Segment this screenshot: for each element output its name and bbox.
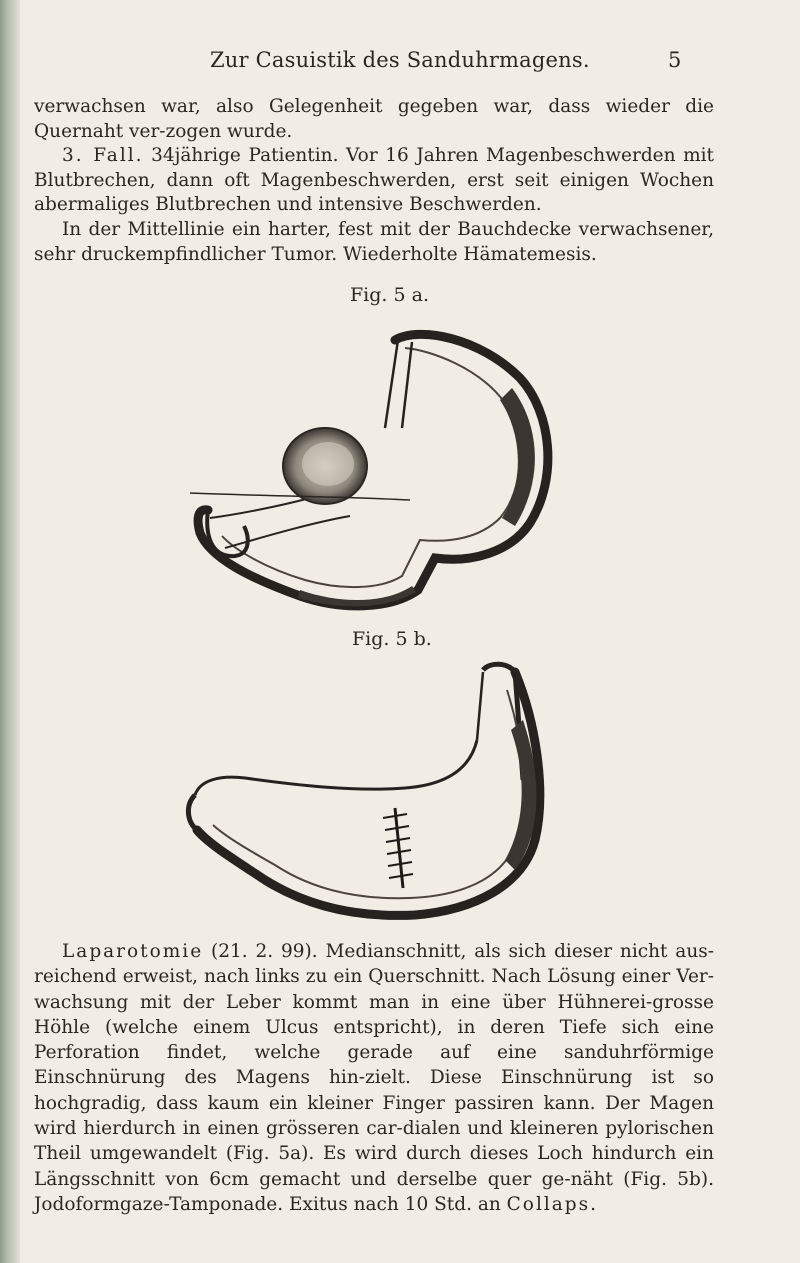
laparotomy-text: (21. 2. 99). Medianschnitt, als sich dieser nicht aus-reichend erweist, nach links zu ein Querschnitt. Nach Lösung einer Ver-wachsung mit der Leber kommt man in eine über Hühnerei-grosse Höhle (welche einem Ulcus entspricht), in deren Tiefe sich eine Perforation findet, welche gerade auf eine sanduhrförmige Einschnürung des Magens hin-zielt. Diese Einschnürung ist so hochgradig, dass kaum ein kleiner Finger passiren kann. Der Magen wird hierdurch in einen grösseren car-dialen und kleineren pylorischen Theil umgewandelt (Fig. 5a). Es wird durch dieses Loch hindurch ein Längsschnitt von 6cm gemacht und derselbe quer ge-näht (Fig. 5b). Jodoformgaze-Tamponade. Exitus nach 10 Std. an: [34, 941, 714, 1215]
figure-5a-stomach-illustration: [180, 318, 580, 618]
paragraph-findings: In der Mittellinie ein harter, fest mit der Bauchdecke verwachsener, sehr druckempfindlicher Tumor. Wiederholte Hämatemesis.: [34, 218, 714, 265]
page-header: [0, 48, 800, 78]
figure-5a-caption: Fig. 5 a.: [350, 284, 429, 306]
laparotomy-label: Laparotomie: [62, 941, 204, 962]
figure-5b-stomach-illustration: [185, 660, 555, 930]
case-label: 3. Fall.: [62, 145, 144, 167]
paragraph-continuation: verwachsen war, also Gelegenheit gegeben war, dass wieder die Quernaht ver-zogen wurde.: [34, 96, 714, 142]
cardial-part-outer-wall: [198, 334, 548, 605]
case-3-text: 34jährige Patientin. Vor 16 Jahren Magenbeschwerden mit Blutbrechen, dann oft Magenbeschwerden, erst seit einigen Wochen abermaliges Blutbrechen und intensive Beschwerden.: [34, 145, 714, 216]
stomach-inner-wall: [213, 690, 524, 898]
cardial-part-inner-wall: [222, 348, 519, 587]
lesser-curvature: [195, 740, 477, 795]
collaps-word: Collaps.: [506, 1193, 599, 1215]
pyloric-end: [188, 795, 197, 830]
page-number: 5: [668, 48, 682, 72]
case-text-bottom: [34, 939, 714, 1217]
case-text-top: [34, 95, 714, 267]
book-spine-edge: [0, 0, 20, 1263]
figure-5b-caption: Fig. 5 b.: [352, 628, 432, 650]
paragraph-laparotomy: [34, 939, 714, 1217]
running-head: Zur Casuistik des Sanduhrmagens.: [210, 48, 590, 72]
transverse-suture: [383, 808, 413, 888]
stomach-outer-wall: [197, 672, 540, 915]
esophagus: [385, 340, 398, 428]
stomach-shading: [500, 388, 535, 526]
paragraph-case-3: [34, 144, 714, 218]
